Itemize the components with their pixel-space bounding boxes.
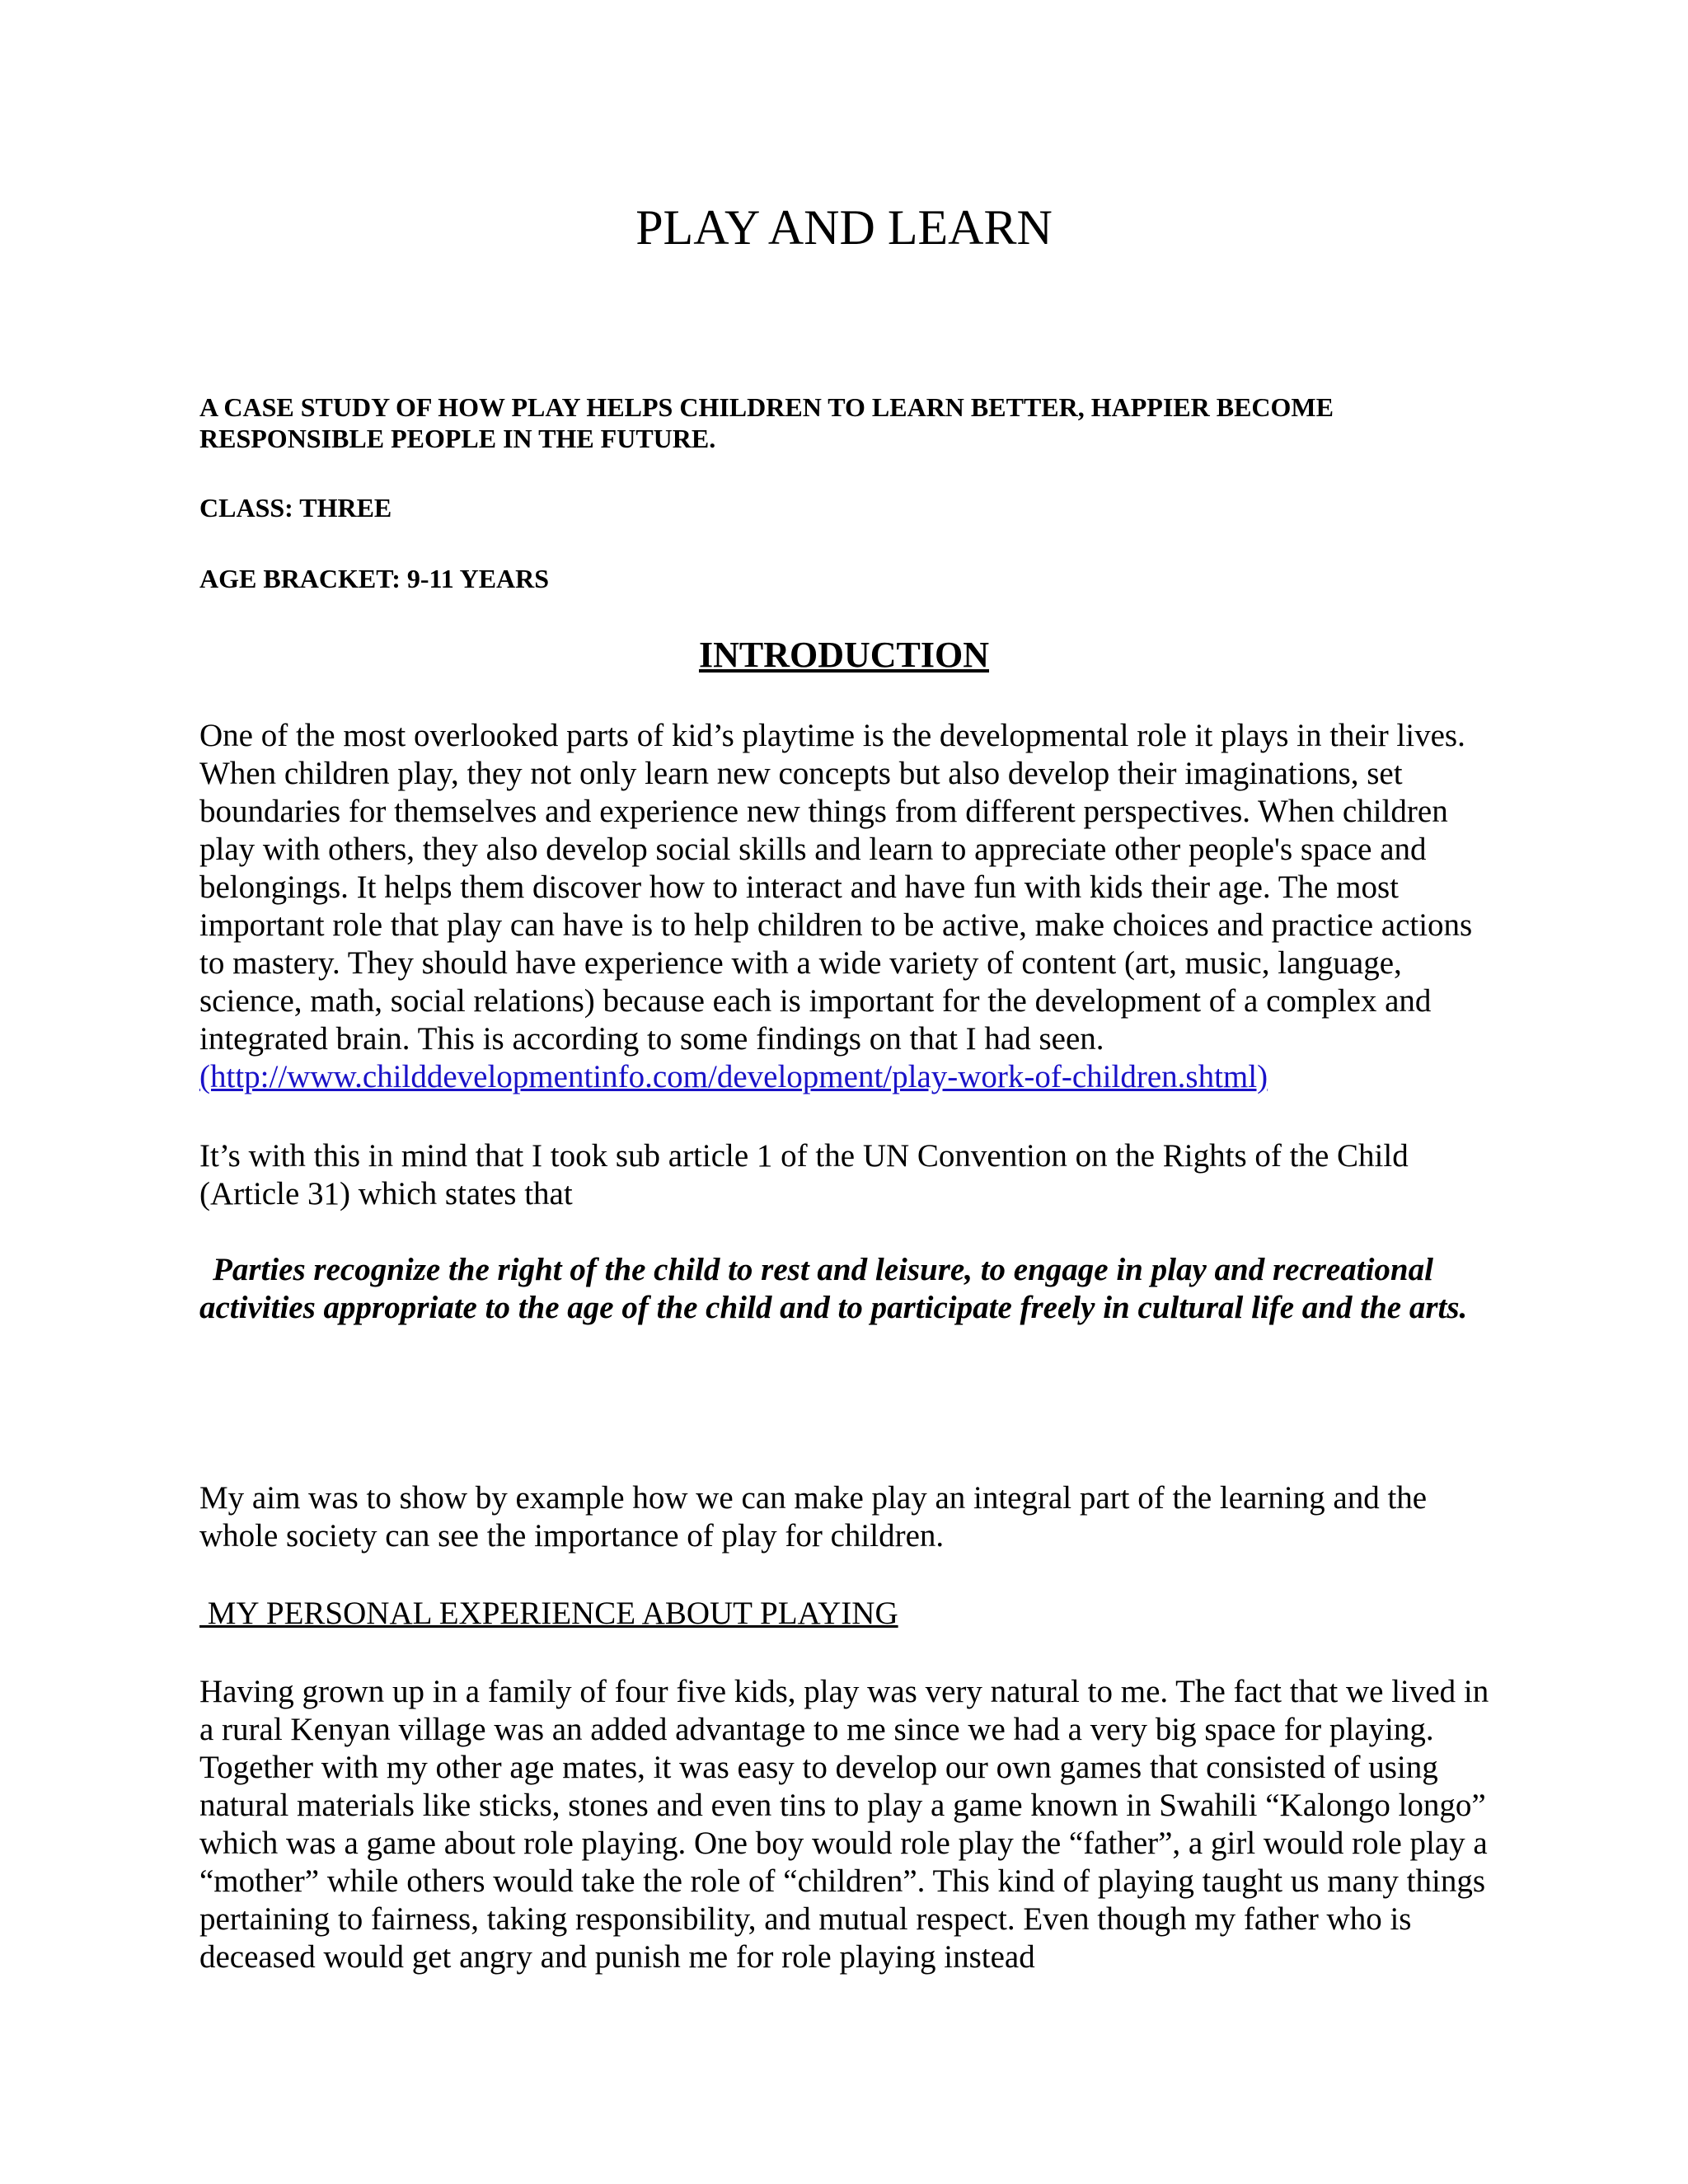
- source-link[interactable]: (http://www.childdevelopmentinfo.com/development/play-work-of-children.shtml): [199, 1059, 1268, 1094]
- personal-experience-heading: MY PERSONAL EXPERIENCE ABOUT PLAYING: [199, 1596, 898, 1631]
- convention-paragraph: It’s with this in mind that I took sub article 1 of the UN Convention on the Rights of the Child (Article 31) which states that: [199, 1138, 1409, 1212]
- aim-paragraph: My aim was to show by example how we can make play an integral part of the learning and the whole society can see the importance of play for children.: [199, 1480, 1428, 1554]
- introduction-heading: INTRODUCTION: [698, 635, 990, 675]
- personal-experience-paragraph: Having grown up in a family of four five kids, play was very natural to me. The fact that we lived in a rural Kenyan village was an added advantage to me since we had a very big space for playing. Together with my other age mates, it was easy to develop our own games that consisted of using natural materials like sticks, stones and even tins to play a game known in Swahili “Kalongo longo” which was a game about role playing. One boy would role play the “father”, a girl would role play a “mother” while others would take the role of “children”. This kind of playing taught us many things pertaining to fairness, taking responsibility, and mutual respect. Even though my father who is deceased would get angry and punish me for role playing instead: [199, 1674, 1489, 1975]
- age-bracket-line: AGE BRACKET: 9-11 YEARS: [199, 564, 550, 593]
- class-line: CLASS: THREE: [199, 493, 392, 523]
- case-study-subtitle: A CASE STUDY OF HOW PLAY HELPS CHILDREN TO LEARN BETTER, HAPPIER BECOME RESPONSIBLE PEOPLE IN THE FUTURE.: [199, 392, 1334, 453]
- convention-quote: Parties recognize the right of the child to rest and leisure, to engage in play and recreational activities appropriate to the age of the child and to participate freely in cultural life and the arts.: [199, 1252, 1468, 1325]
- introduction-paragraph: [199, 717, 1502, 1096]
- introduction-text: One of the most overlooked parts of kid’s playtime is the developmental role it plays in their lives. When children play, they not only learn new concepts but also develop their imaginations, set boundaries for themselves and experience new things from different perspectives. When children play with others, they also develop social skills and learn to appreciate other people's space and belongings. It helps them discover how to interact and have fun with kids their age. The most important role that play can have is to help children to be active, make choices and practice actions to mastery. They should have experience with a wide variety of content (art, music, language, science, math, social relations) because each is important for the development of a complex and integrated brain. This is according to some findings on that I had seen.: [199, 718, 1473, 1057]
- document-title: PLAY AND LEARN: [635, 200, 1053, 255]
